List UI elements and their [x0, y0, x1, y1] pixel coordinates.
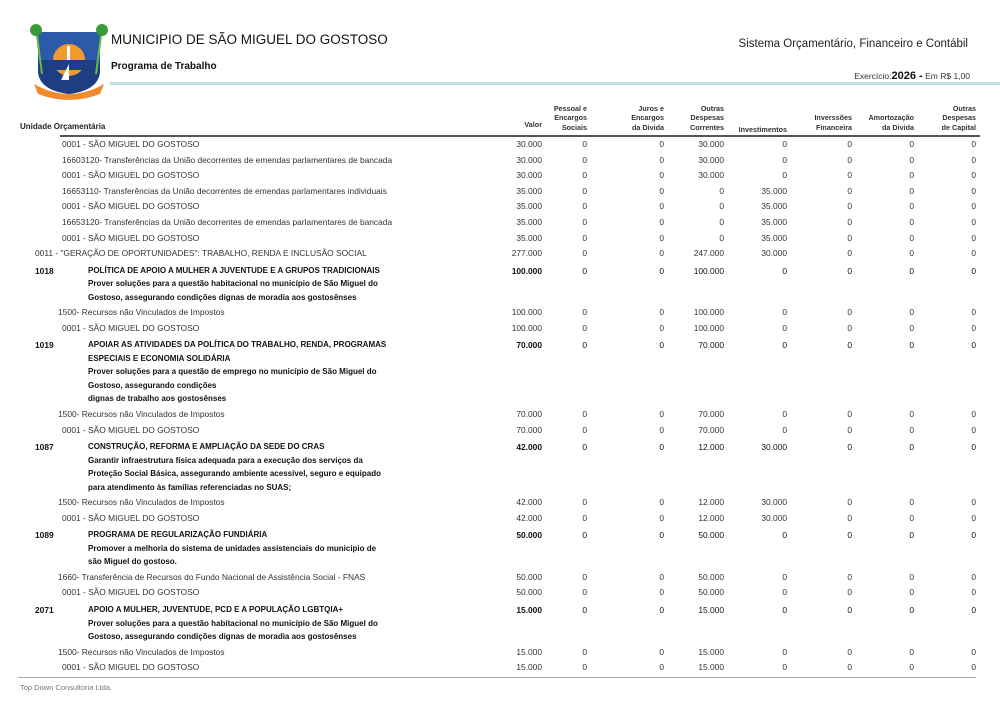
cell-value: 0 [909, 605, 914, 615]
row-label: 0001 - SÃO MIGUEL DO GOSTOSO [62, 322, 200, 333]
cell-value: 0 [847, 265, 852, 276]
cell-value: 0 [659, 170, 664, 181]
cell-value: 0 [909, 662, 914, 673]
cell-value: 0 [909, 232, 914, 243]
cell-value: 0 [582, 662, 587, 673]
exercise-info [854, 70, 970, 82]
cell-value: 35.000 [516, 185, 542, 196]
cell-value: 50.000 [698, 530, 724, 541]
program-text-line: ESPECIAIS E ECONOMIA SOLIDÁRIA [88, 353, 231, 363]
cell-value: 0 [909, 340, 914, 351]
cell-value: 0 [659, 307, 664, 318]
exercise-year: 2026 - [891, 70, 923, 82]
program-text-line: Gostoso, assegurando condições dignas de moradia aos gostosênses [88, 292, 357, 302]
table-row [0, 423, 1000, 439]
table-row [0, 321, 1000, 337]
cell-value: 0 [582, 154, 587, 165]
cell-value: 0 [782, 154, 787, 165]
cell-value: 0 [971, 154, 976, 165]
cell-value: 30.000 [761, 442, 787, 453]
cell-value: 0 [909, 139, 914, 149]
row-label: 0001 - SÃO MIGUEL DO GOSTOSO [62, 232, 200, 243]
cell-value: 0 [582, 497, 587, 508]
table-row [0, 199, 1000, 215]
cell-value: 0 [847, 201, 852, 212]
table-row [0, 305, 1000, 321]
row-label: 0001 - SÃO MIGUEL DO GOSTOSO [62, 424, 200, 435]
program-text-line: Gostoso, assegurando condições dignas de moradia aos gostosênses [88, 632, 357, 641]
table-row [0, 570, 1000, 586]
program-text-line: POLÍTICA DE APOIO A MULHER A JUVENTUDE E A GRUPOS TRADICIONAIS [88, 265, 380, 275]
cell-value: 70.000 [516, 424, 542, 435]
cell-value: 0 [971, 571, 976, 582]
cell-value: 0 [582, 646, 587, 657]
table-row [0, 184, 1000, 200]
cell-value: 0 [659, 154, 664, 165]
table-row [0, 645, 1000, 661]
cell-value: 0 [971, 185, 976, 196]
cell-value: 0 [909, 646, 914, 657]
program-row [0, 438, 1000, 495]
cell-value: 0 [582, 170, 587, 181]
program-text-line: Garantir infraestrutura física adequada para a execução dos serviços da [88, 455, 363, 465]
cell-value: 0 [659, 322, 664, 333]
cell-value: 0 [847, 442, 852, 453]
table-row [0, 495, 1000, 511]
cell-value: 0 [971, 322, 976, 333]
cell-value: 0 [582, 307, 587, 318]
cell-value: 0 [582, 248, 587, 259]
column-header: Investimentos [738, 124, 787, 134]
program-text-line: Proteção Social Básica, assegurando ambiente acessível, seguro e equipado [88, 469, 382, 479]
row-label: 0001 - SÃO MIGUEL DO GOSTOSO [62, 587, 200, 598]
cell-value: 0 [659, 232, 664, 243]
table-row [0, 585, 1000, 601]
cell-value: 0 [659, 139, 664, 149]
cell-value: 0 [582, 201, 587, 212]
cell-value: 0 [659, 442, 664, 453]
cell-value: 0 [847, 248, 852, 259]
cell-value: 0 [782, 605, 787, 615]
cell-value: 0 [847, 605, 852, 615]
cell-value: 277.000 [511, 248, 542, 259]
cell-value: 35.000 [516, 232, 542, 243]
budget-table [0, 137, 1000, 676]
cell-value: 0 [971, 662, 976, 673]
cell-value: 0 [782, 170, 787, 181]
cell-value: 0 [719, 232, 724, 243]
cell-value: 70.000 [516, 408, 542, 419]
cell-value: 0 [782, 571, 787, 582]
cell-value: 42.000 [516, 497, 542, 508]
cell-value: 0 [582, 322, 587, 333]
cell-value: 0 [909, 408, 914, 419]
row-label: 0001 - SÃO MIGUEL DO GOSTOSO [62, 139, 200, 149]
row-label: 0001 - SÃO MIGUEL DO GOSTOSO [62, 662, 200, 673]
cell-value: 0 [782, 587, 787, 598]
cell-value: 0 [971, 497, 976, 508]
cell-value: 0 [909, 154, 914, 165]
cell-value: 12.000 [698, 442, 724, 453]
cell-value: 50.000 [516, 571, 542, 582]
cell-value: 0 [582, 571, 587, 582]
cell-value: 0 [582, 408, 587, 419]
municipality-name: MUNICIPIO DE SÃO MIGUEL DO GOSTOSO [111, 32, 388, 47]
table-row [0, 215, 1000, 231]
program-row [0, 526, 1000, 570]
cell-value: 0 [847, 571, 852, 582]
cell-value: 0 [659, 530, 664, 541]
cell-value: 100.000 [511, 265, 542, 276]
cell-value: 0 [659, 408, 664, 419]
row-label: 1500- Recursos não Vinculados de Impostos [58, 497, 225, 508]
cell-value: 0 [971, 424, 976, 435]
cell-value: 0 [971, 605, 976, 615]
cell-value: 0 [971, 248, 976, 259]
cell-value: 0 [909, 442, 914, 453]
cell-value: 0 [909, 170, 914, 181]
program-row [0, 262, 1000, 306]
cell-value: 0 [659, 424, 664, 435]
cell-value: 100.000 [511, 307, 542, 318]
cell-value: 0 [909, 571, 914, 582]
row-label: 1660- Transferência de Recursos do Fundo Nacional de Assistência Social - FNAS [58, 571, 366, 582]
program-text-line: CONSTRUÇÃO, REFORMA E AMPLIAÇÃO DA SEDE DO CRAS [88, 442, 325, 452]
cell-value: 15.000 [698, 662, 724, 673]
cell-value: 0 [909, 497, 914, 508]
column-header: Outras Despesas de Capital [941, 103, 976, 132]
program-code: 1018 [35, 265, 54, 276]
cell-value: 0 [659, 216, 664, 227]
cell-value: 0 [971, 340, 976, 351]
cell-value: 0 [847, 424, 852, 435]
cell-value: 0 [971, 442, 976, 453]
cell-value: 0 [782, 408, 787, 419]
cell-value: 0 [909, 265, 914, 276]
cell-value: 0 [782, 307, 787, 318]
cell-value: 0 [909, 307, 914, 318]
cell-value: 0 [659, 512, 664, 523]
cell-value: 0 [659, 662, 664, 673]
cell-value: 0 [847, 587, 852, 598]
cell-value: 0 [971, 646, 976, 657]
cell-value: 35.000 [516, 216, 542, 227]
cell-value: 0 [909, 248, 914, 259]
cell-value: 15.000 [516, 646, 542, 657]
cell-value: 0 [847, 646, 852, 657]
cell-value: 30.000 [698, 139, 724, 149]
program-code: 1089 [35, 530, 54, 541]
program-text-line: Prover soluções para a questão habitacional no município de São Miguel do [88, 279, 378, 289]
program-text-line: Prover soluções para a questão habitacional no município de São Miguel do [88, 618, 378, 628]
cell-value: 30.000 [698, 154, 724, 165]
cell-value: 0 [971, 232, 976, 243]
cell-value: 100.000 [693, 265, 724, 276]
table-row [0, 407, 1000, 423]
cell-value: 0 [582, 587, 587, 598]
cell-value: 15.000 [698, 646, 724, 657]
footer-company: Top Down Consultoria Ltda. [20, 683, 113, 692]
cell-value: 35.000 [761, 185, 787, 196]
cell-value: 50.000 [516, 587, 542, 598]
cell-value: 0 [659, 587, 664, 598]
cell-value: 0 [971, 265, 976, 276]
cell-value: 0 [582, 442, 587, 453]
row-label: 0001 - SÃO MIGUEL DO GOSTOSO [62, 512, 200, 523]
cell-value: 30.000 [516, 154, 542, 165]
cell-value: 0 [719, 216, 724, 227]
table-row [0, 168, 1000, 184]
column-header: Amortozação da Divida [868, 113, 914, 132]
cell-value: 30.000 [516, 139, 542, 149]
cell-value: 30.000 [761, 497, 787, 508]
table-row [0, 660, 1000, 676]
cell-value: 0 [847, 139, 852, 149]
cell-value: 30.000 [761, 512, 787, 523]
cell-value: 0 [971, 307, 976, 318]
cell-value: 0 [847, 512, 852, 523]
cell-value: 0 [971, 408, 976, 419]
cell-value: 0 [909, 185, 914, 196]
cell-value: 0 [909, 201, 914, 212]
program-row [0, 601, 1000, 645]
cell-value: 0 [971, 216, 976, 227]
cell-value: 0 [971, 139, 976, 149]
cell-value: 0 [582, 265, 587, 276]
program-text-line: APOIO A MULHER, JUVENTUDE, PCD E A POPULAÇÃO LGBTQIA+ [88, 605, 344, 614]
cell-value: 0 [782, 530, 787, 541]
exercise-label: Exercício: [854, 71, 892, 81]
program-text-line: Promover a melhoria do sistema de unidades assistenciais do municipio de [88, 543, 377, 553]
cell-value: 0 [782, 322, 787, 333]
cell-value: 35.000 [516, 201, 542, 212]
cell-value: 0 [847, 340, 852, 351]
cell-value: 0 [719, 201, 724, 212]
cell-value: 0 [582, 424, 587, 435]
row-label: 0001 - SÃO MIGUEL DO GOSTOSO [62, 170, 200, 181]
header-divider [110, 82, 1000, 85]
table-row [0, 511, 1000, 527]
cell-value: 0 [582, 139, 587, 149]
cell-value: 100.000 [511, 322, 542, 333]
row-label: 16603120- Transferências da União decorrentes de emendas parlamentares de bancada [62, 154, 393, 165]
municipality-coat-of-arms-logo [30, 24, 108, 100]
cell-value: 0 [971, 587, 976, 598]
row-label: 1500- Recursos não Vinculados de Impostos [58, 408, 225, 419]
cell-value: 15.000 [516, 605, 542, 615]
table-row [0, 153, 1000, 169]
cell-value: 0 [909, 530, 914, 541]
column-header: Outras Despesas Correntes [690, 103, 724, 132]
program-code: 1019 [35, 340, 54, 351]
column-header: Juros e Encargos da Divida [631, 103, 664, 132]
cell-value: 0 [782, 139, 787, 149]
program-row [0, 336, 1000, 407]
column-header: Inverssões Financeira [814, 113, 852, 132]
cell-value: 0 [582, 605, 587, 615]
cell-value: 0 [659, 265, 664, 276]
cell-value: 50.000 [516, 530, 542, 541]
cell-value: 0 [847, 232, 852, 243]
cell-value: 70.000 [516, 340, 542, 351]
cell-value: 0 [782, 662, 787, 673]
cell-value: 0 [659, 605, 664, 615]
cell-value: 0 [847, 216, 852, 227]
cell-value: 0 [971, 201, 976, 212]
cell-value: 0 [847, 185, 852, 196]
cell-value: 0 [659, 185, 664, 196]
cell-value: 0 [909, 424, 914, 435]
cell-value: 35.000 [761, 232, 787, 243]
cell-value: 0 [659, 201, 664, 212]
cell-value: 0 [909, 587, 914, 598]
cell-value: 0 [847, 307, 852, 318]
row-label: 1500- Recursos não Vinculados de Impostos [58, 307, 225, 318]
row-label: 0001 - SÃO MIGUEL DO GOSTOSO [62, 201, 200, 212]
row-label: 0011 - "GERAÇÃO DE OPORTUNIDADES": TRABALHO, RENDA E INCLUSÃO SOCIAL [35, 248, 367, 259]
footer-divider [18, 677, 976, 678]
cell-value: 0 [782, 424, 787, 435]
program-text-line: APOIAR AS ATIVIDADES DA POLÍTICA DO TRABALHO, RENDA, PROGRAMAS [88, 340, 387, 350]
cell-value: 42.000 [516, 512, 542, 523]
cell-value: 30.000 [516, 170, 542, 181]
cell-value: 0 [582, 185, 587, 196]
cell-value: 100.000 [693, 307, 724, 318]
cell-value: 50.000 [698, 571, 724, 582]
cell-value: 42.000 [516, 442, 542, 453]
cell-value: 0 [971, 530, 976, 541]
cell-value: 30.000 [761, 248, 787, 259]
cell-value: 0 [847, 497, 852, 508]
program-code: 1087 [35, 442, 54, 453]
program-code: 2071 [35, 605, 54, 615]
cell-value: 0 [847, 408, 852, 419]
cell-value: 15.000 [516, 662, 542, 673]
cell-value: 100.000 [693, 322, 724, 333]
cell-value: 0 [971, 512, 976, 523]
program-text-line: Gostoso, assegurando condições [88, 380, 217, 390]
system-name: Sistema Orçamentário, Financeiro e Contábil [738, 38, 968, 50]
currency-label: Em R$ 1,00 [925, 71, 970, 81]
row-label: 16653120- Transferências da União decorrentes de emendas parlamentares de bancada [62, 216, 393, 227]
cell-value: 0 [909, 216, 914, 227]
cell-value: 35.000 [761, 216, 787, 227]
row-label: 16653110- Transferências da União decorrentes de emendas parlamentares individuais [62, 185, 387, 196]
cell-value: 0 [582, 216, 587, 227]
cell-value: 0 [782, 340, 787, 351]
column-header-unit: Unidade Orçamentária [20, 122, 106, 131]
row-label: 1500- Recursos não Vinculados de Impostos [58, 646, 225, 657]
cell-value: 0 [847, 170, 852, 181]
table-row [0, 246, 1000, 262]
report-title: Programa de Trabalho [111, 61, 217, 72]
cell-value: 0 [582, 340, 587, 351]
cell-value: 0 [659, 571, 664, 582]
cell-value: 0 [909, 322, 914, 333]
table-row [0, 137, 1000, 153]
cell-value: 12.000 [698, 497, 724, 508]
cell-value: 0 [659, 646, 664, 657]
cell-value: 35.000 [761, 201, 787, 212]
column-header: Valor [524, 120, 542, 129]
cell-value: 0 [971, 170, 976, 181]
cell-value: 0 [582, 232, 587, 243]
cell-value: 0 [582, 530, 587, 541]
cell-value: 0 [847, 322, 852, 333]
cell-value: 0 [582, 512, 587, 523]
cell-value: 0 [719, 185, 724, 196]
program-text-line: PROGRAMA DE REGULARIZAÇÃO FUNDIÁRIA [88, 530, 268, 540]
cell-value: 0 [659, 340, 664, 351]
program-text-line: dignas de trabalho aos gostosênses [88, 394, 227, 404]
program-text-line: são Miguel do gostoso. [88, 557, 177, 567]
cell-value: 0 [782, 646, 787, 657]
cell-value: 50.000 [698, 587, 724, 598]
cell-value: 0 [782, 265, 787, 276]
cell-value: 12.000 [698, 512, 724, 523]
cell-value: 247.000 [693, 248, 724, 259]
cell-value: 0 [847, 530, 852, 541]
cell-value: 0 [847, 662, 852, 673]
cell-value: 70.000 [698, 340, 724, 351]
program-text-line: Prover soluções para a questão de emprego no município de São Miguel do [88, 367, 377, 377]
cell-value: 15.000 [698, 605, 724, 615]
program-text-line: para atendimento às famílias referenciadas no SUAS; [88, 482, 292, 492]
cell-value: 0 [659, 497, 664, 508]
cell-value: 0 [659, 248, 664, 259]
cell-value: 0 [847, 154, 852, 165]
cell-value: 30.000 [698, 170, 724, 181]
cell-value: 0 [909, 512, 914, 523]
column-header: Pessoal e Encargos Sociais [553, 103, 587, 132]
cell-value: 70.000 [698, 424, 724, 435]
cell-value: 70.000 [698, 408, 724, 419]
table-row [0, 231, 1000, 247]
